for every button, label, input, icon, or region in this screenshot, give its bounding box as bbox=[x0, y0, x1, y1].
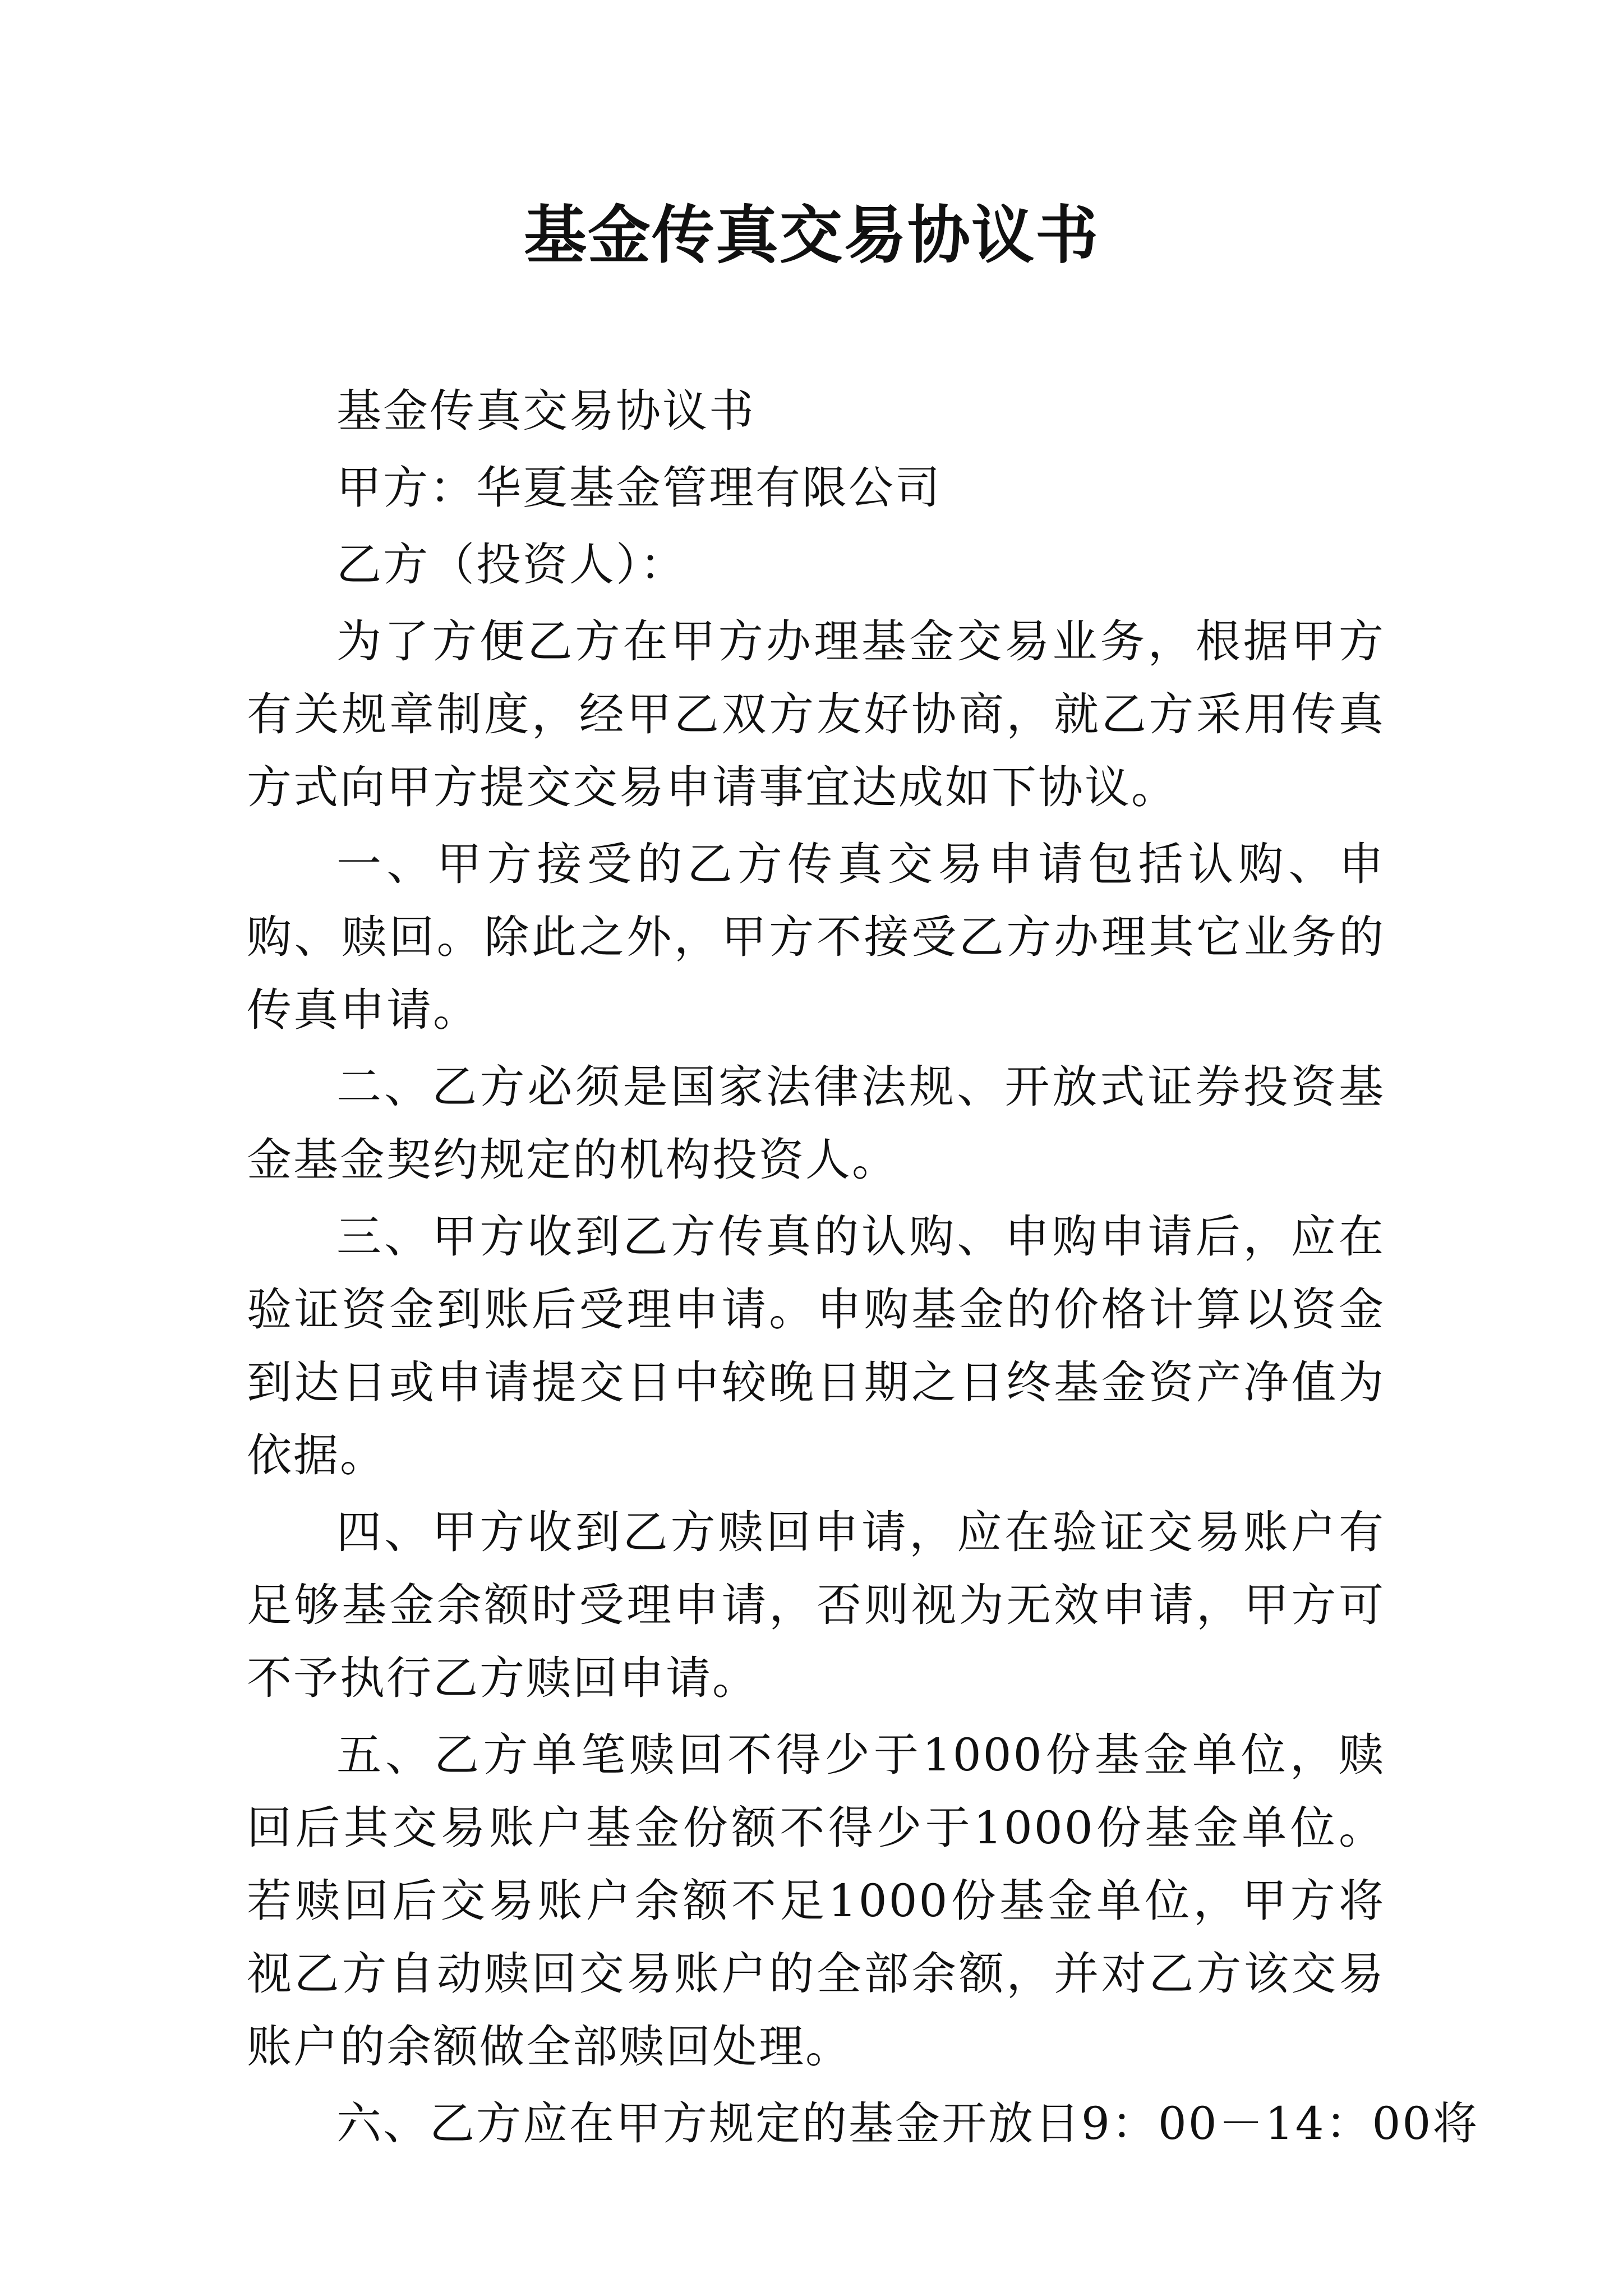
paragraph-clause-5: 五、乙方单笔赎回不得少于1000份基金单位，赎回后其交易账户基金份额不得少于1000份基金单位。若赎回后交易账户余额不足1000份基金单位，甲方将视乙方自动赎回交易账户的全部余额，并对乙方该交易账户的余额做全部赎回处理。 bbox=[247, 1729, 1385, 2073]
document-title: 基金传真交易协议书 bbox=[524, 199, 1099, 272]
paragraph-party-b: 乙方（投资人）： bbox=[336, 539, 686, 591]
paragraph-clause-6: 六、乙方应在甲方规定的基金开放日9：00－14：00将 bbox=[336, 2097, 1479, 2150]
paragraph-preamble: 为了方便乙方在甲方办理基金交易业务，根据甲方有关规章制度，经甲乙双方友好协商，就乙方采用传真方式向甲方提交交易申请事宜达成如下协议。 bbox=[247, 615, 1385, 813]
paragraph-clause-2: 二、乙方必须是国家法律法规、开放式证券投资基金基金契约规定的机构投资人。 bbox=[247, 1061, 1385, 1186]
document-body bbox=[247, 375, 1479, 2164]
paragraph-clause-3: 三、甲方收到乙方传真的认购、申购申请后，应在验证资金到账后受理申请。申购基金的价格计算以资金到达日或申请提交日中较晚日期之日终基金资产净值为依据。 bbox=[247, 1211, 1385, 1481]
paragraph-heading: 基金传真交易协议书 bbox=[336, 385, 755, 437]
paragraph-clause-4: 四、甲方收到乙方赎回申请，应在验证交易账户有足够基金余额时受理申请，否则视为无效申请，甲方可不予执行乙方赎回申请。 bbox=[247, 1506, 1385, 1704]
paragraph-clause-1: 一、甲方接受的乙方传真交易申请包括认购、申购、赎回。除此之外，甲方不接受乙方办理其它业务的传真申请。 bbox=[247, 838, 1385, 1036]
paragraph-party-a: 甲方：华夏基金管理有限公司 bbox=[336, 462, 942, 514]
